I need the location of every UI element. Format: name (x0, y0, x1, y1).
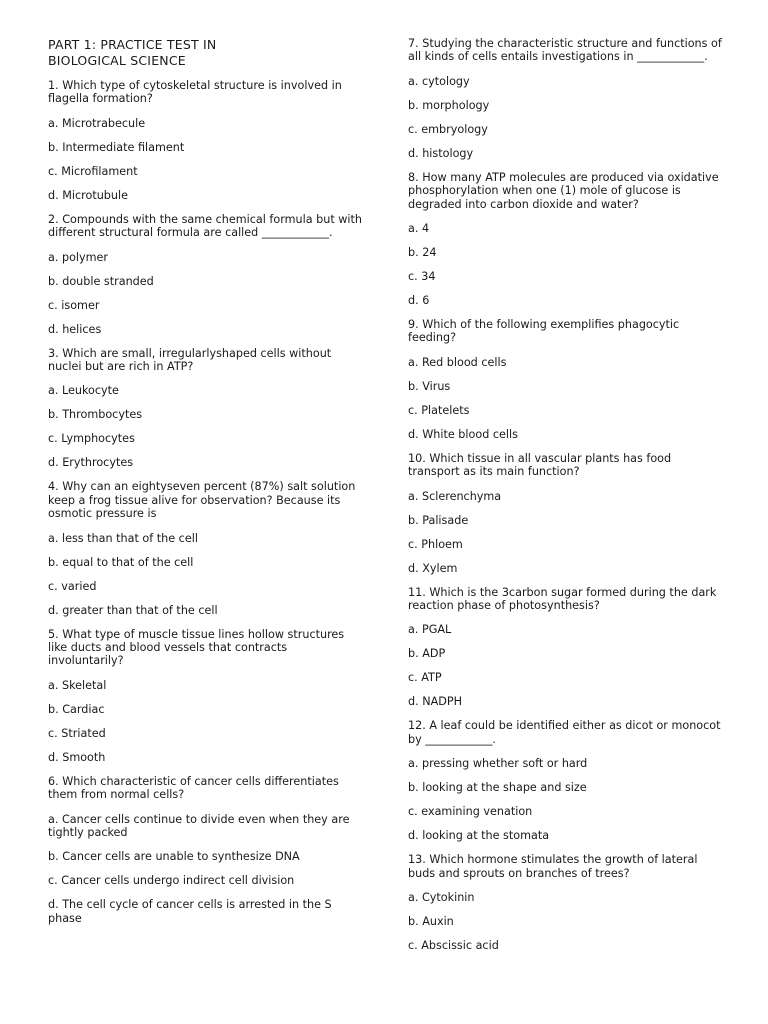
answer-option: c. 34 (408, 270, 436, 284)
answer-option: a. less than that of the cell (48, 531, 198, 545)
answer-option: c. ATP (408, 671, 442, 685)
answer-option: a. Cancer cells continue to divide even when they are tightly packed (48, 812, 350, 840)
answer-option: b. Cancer cells are unable to synthesize DNA (48, 850, 300, 864)
question-text: 10. Which tissue in all vascular plants has food transport as its main function? (408, 451, 672, 479)
question-text: 8. How many ATP molecules are produced via oxidative phosphorylation when one (1) mole of glucose is degraded into carbon dioxide and water? (408, 170, 719, 211)
answer-option: b. morphology (408, 98, 490, 112)
answer-option: b. looking at the shape and size (408, 781, 587, 795)
answer-option: c. Lymphocytes (48, 432, 135, 446)
answer-option: a. PGAL (408, 623, 452, 637)
answer-option: a. Sclerenchyma (408, 489, 502, 503)
answer-option: a. Microtrabecule (48, 116, 146, 130)
answer-option: b. ADP (408, 647, 446, 661)
question-text: 13. Which hormone stimulates the growth of lateral buds and sprouts on branches of trees? (408, 853, 698, 880)
question-text: 2. Compounds with the same chemical formula but with different structural formula are called ____________. (48, 212, 362, 240)
answer-option: a. Skeletal (48, 678, 107, 692)
answer-option: c. Striated (48, 726, 106, 740)
page-title (48, 37, 366, 69)
answer-option: c. Abscissic acid (408, 939, 499, 953)
answer-option: c. embryology (408, 122, 488, 136)
answer-option: a. Red blood cells (408, 355, 507, 369)
answer-option: d. Microtubule (48, 188, 128, 202)
answer-option: c. varied (48, 579, 97, 593)
answer-option: c. Cancer cells undergo indirect cell division (48, 874, 295, 888)
question-text: 6. Which characteristic of cancer cells differentiates them from normal cells? (48, 774, 339, 802)
question-text: 11. Which is the 3carbon sugar formed during the dark reaction phase of photosynthesis? (408, 585, 717, 613)
answer-option: c. Microfilament (48, 164, 138, 178)
answer-option: b. Virus (408, 379, 451, 393)
left-question-list (48, 79, 366, 925)
answer-option: b. double stranded (48, 274, 154, 288)
answer-option: b. Cardiac (48, 702, 105, 716)
answer-option: d. Xylem (408, 561, 458, 575)
question-text: 5. What type of muscle tissue lines hollow structures like ducts and blood vessels that contracts involuntarily? (48, 627, 345, 668)
answer-option: d. looking at the stomata (408, 829, 550, 843)
answer-option: b. Thrombocytes (48, 408, 143, 422)
answer-option: d. histology (408, 146, 474, 160)
answer-option: b. Auxin (408, 915, 454, 929)
title-line-2: BIOLOGICAL SCIENCE (48, 53, 186, 68)
answer-option: d. Erythrocytes (48, 456, 134, 470)
question-text: 7. Studying the characteristic structure and functions of all kinds of cells entails investigations in ____________. (408, 37, 722, 64)
answer-option: d. helices (48, 322, 102, 336)
answer-option: a. pressing whether soft or hard (408, 757, 588, 771)
answer-option: c. Platelets (408, 403, 470, 417)
answer-option: d. The cell cycle of cancer cells is arrested in the S phase (48, 898, 332, 925)
answer-option: a. Cytokinin (408, 891, 475, 905)
answer-option: d. Smooth (48, 750, 106, 764)
answer-option: a. Leukocyte (48, 384, 119, 398)
answer-option: c. examining venation (408, 805, 533, 819)
answer-option: b. 24 (408, 246, 437, 260)
answer-option: c. isomer (48, 298, 100, 312)
question-text: 1. Which type of cytoskeletal structure is involved in flagella formation? (48, 79, 342, 106)
answer-option: a. cytology (408, 74, 470, 88)
answer-option: d. White blood cells (408, 427, 518, 441)
answer-option: b. equal to that of the cell (48, 555, 194, 569)
title-line-1: PART 1: PRACTICE TEST IN (48, 37, 217, 52)
question-text: 9. Which of the following exemplifies phagocytic feeding? (408, 318, 680, 345)
answer-option: a. 4 (408, 222, 430, 236)
answer-option: a. polymer (48, 250, 109, 264)
left-column (48, 37, 366, 936)
question-text: 12. A leaf could be identified either as dicot or monocot by ____________. (408, 719, 721, 746)
answer-option: d. 6 (408, 294, 430, 308)
answer-option: c. Phloem (408, 537, 463, 551)
right-column (408, 37, 726, 963)
question-text: 4. Why can an eightyseven percent (87%) salt solution keep a frog tissue alive for observation? Because its osmotic pressure is (48, 480, 356, 521)
question-text: 3. Which are small, irregularlyshaped cells without nuclei but are rich in ATP? (48, 346, 332, 374)
answer-option: d. NADPH (408, 695, 463, 709)
right-question-list (408, 37, 726, 953)
answer-option: d. greater than that of the cell (48, 603, 218, 617)
answer-option: b. Palisade (408, 513, 469, 527)
answer-option: b. Intermediate filament (48, 140, 185, 154)
